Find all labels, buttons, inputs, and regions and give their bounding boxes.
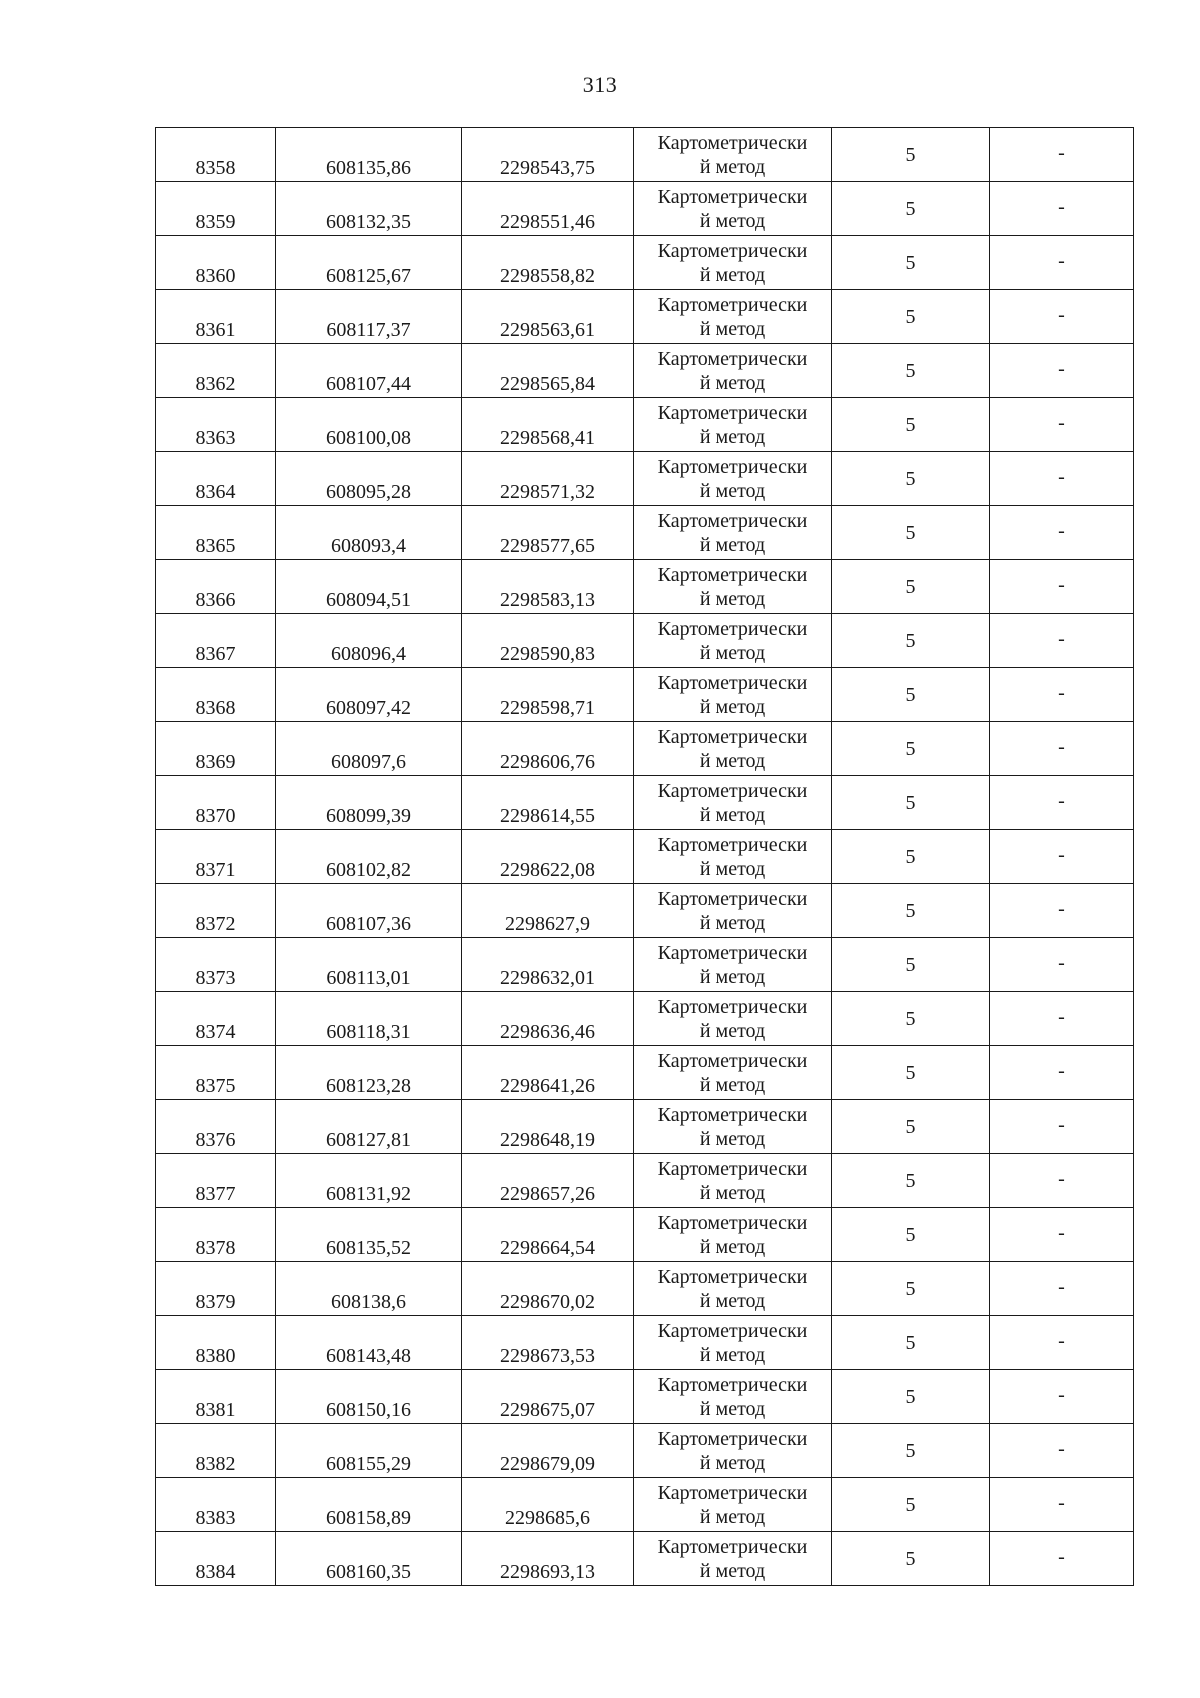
method-cell xyxy=(634,344,832,398)
x-coordinate-cell: 608107,36 xyxy=(276,884,462,938)
point-number-cell: 8365 xyxy=(156,506,276,560)
method-cell xyxy=(634,614,832,668)
table-row xyxy=(156,1100,1134,1154)
table-row xyxy=(156,1046,1134,1100)
method-text-line: Картометрически xyxy=(657,293,808,316)
accuracy-cell: 5 xyxy=(832,1370,990,1424)
method-text-line: й метод xyxy=(699,641,766,664)
method-text-line: й метод xyxy=(699,1073,766,1096)
method-text-line: й метод xyxy=(699,911,766,934)
method-cell xyxy=(634,452,832,506)
table-row xyxy=(156,722,1134,776)
y-coordinate-cell: 2298648,19 xyxy=(462,1100,634,1154)
point-number-cell: 8384 xyxy=(156,1532,276,1586)
method-cell xyxy=(634,1208,832,1262)
method-text-line: Картометрически xyxy=(657,401,808,424)
method-text-line: й метод xyxy=(699,479,766,502)
point-number-cell: 8372 xyxy=(156,884,276,938)
accuracy-cell: 5 xyxy=(832,1478,990,1532)
x-coordinate-cell: 608099,39 xyxy=(276,776,462,830)
method-text-line: й метод xyxy=(699,803,766,826)
table-row xyxy=(156,938,1134,992)
y-coordinate-cell: 2298679,09 xyxy=(462,1424,634,1478)
method-text-line: Картометрически xyxy=(657,1481,808,1504)
method-text-line: Картометрически xyxy=(657,347,808,370)
point-number-cell: 8368 xyxy=(156,668,276,722)
description-cell: - xyxy=(990,1154,1134,1208)
point-number-cell: 8363 xyxy=(156,398,276,452)
method-cell xyxy=(634,938,832,992)
y-coordinate-cell: 2298577,65 xyxy=(462,506,634,560)
point-number-cell: 8362 xyxy=(156,344,276,398)
description-cell: - xyxy=(990,560,1134,614)
method-text-line: й метод xyxy=(699,425,766,448)
y-coordinate-cell: 2298693,13 xyxy=(462,1532,634,1586)
x-coordinate-cell: 608095,28 xyxy=(276,452,462,506)
point-number-cell: 8369 xyxy=(156,722,276,776)
method-text-line: й метод xyxy=(699,263,766,286)
point-number-cell: 8366 xyxy=(156,560,276,614)
x-coordinate-cell: 608093,4 xyxy=(276,506,462,560)
method-cell xyxy=(634,1370,832,1424)
point-number-cell: 8374 xyxy=(156,992,276,1046)
point-number-cell: 8367 xyxy=(156,614,276,668)
y-coordinate-cell: 2298673,53 xyxy=(462,1316,634,1370)
description-cell: - xyxy=(990,452,1134,506)
y-coordinate-cell: 2298551,46 xyxy=(462,182,634,236)
method-text-line: Картометрически xyxy=(657,1373,808,1396)
x-coordinate-cell: 608118,31 xyxy=(276,992,462,1046)
accuracy-cell: 5 xyxy=(832,1262,990,1316)
table-row xyxy=(156,452,1134,506)
method-text-line: Картометрически xyxy=(657,671,808,694)
x-coordinate-cell: 608127,81 xyxy=(276,1100,462,1154)
method-text-line: й метод xyxy=(699,1181,766,1204)
method-text-line: Картометрически xyxy=(657,563,808,586)
table-row xyxy=(156,1532,1134,1586)
method-cell xyxy=(634,506,832,560)
accuracy-cell: 5 xyxy=(832,452,990,506)
point-number-cell: 8359 xyxy=(156,182,276,236)
coordinates-table xyxy=(155,127,1134,1586)
method-text-line: й метод xyxy=(699,1397,766,1420)
accuracy-cell: 5 xyxy=(832,1154,990,1208)
method-text-line: й метод xyxy=(699,1019,766,1042)
point-number-cell: 8370 xyxy=(156,776,276,830)
accuracy-cell: 5 xyxy=(832,560,990,614)
x-coordinate-cell: 608125,67 xyxy=(276,236,462,290)
method-cell xyxy=(634,1154,832,1208)
table-row xyxy=(156,776,1134,830)
y-coordinate-cell: 2298685,6 xyxy=(462,1478,634,1532)
method-cell xyxy=(634,128,832,182)
accuracy-cell: 5 xyxy=(832,668,990,722)
x-coordinate-cell: 608131,92 xyxy=(276,1154,462,1208)
table-row xyxy=(156,1316,1134,1370)
method-text-line: Картометрически xyxy=(657,1427,808,1450)
accuracy-cell: 5 xyxy=(832,290,990,344)
method-text-line: й метод xyxy=(699,965,766,988)
method-text-line: Картометрически xyxy=(657,617,808,640)
table-row xyxy=(156,506,1134,560)
method-text-line: Картометрически xyxy=(657,1157,808,1180)
accuracy-cell: 5 xyxy=(832,182,990,236)
method-text-line: Картометрически xyxy=(657,509,808,532)
method-cell xyxy=(634,668,832,722)
method-text-line: й метод xyxy=(699,155,766,178)
point-number-cell: 8375 xyxy=(156,1046,276,1100)
table-row xyxy=(156,398,1134,452)
table-row xyxy=(156,1262,1134,1316)
x-coordinate-cell: 608143,48 xyxy=(276,1316,462,1370)
y-coordinate-cell: 2298590,83 xyxy=(462,614,634,668)
method-text-line: й метод xyxy=(699,1289,766,1312)
x-coordinate-cell: 608155,29 xyxy=(276,1424,462,1478)
point-number-cell: 8376 xyxy=(156,1100,276,1154)
method-text-line: Картометрически xyxy=(657,1103,808,1126)
y-coordinate-cell: 2298670,02 xyxy=(462,1262,634,1316)
description-cell: - xyxy=(990,1478,1134,1532)
y-coordinate-cell: 2298568,41 xyxy=(462,398,634,452)
description-cell: - xyxy=(990,236,1134,290)
point-number-cell: 8358 xyxy=(156,128,276,182)
method-text-line: Картометрически xyxy=(657,239,808,262)
accuracy-cell: 5 xyxy=(832,1532,990,1586)
description-cell: - xyxy=(990,506,1134,560)
method-text-line: Картометрически xyxy=(657,1319,808,1342)
method-text-line: й метод xyxy=(699,587,766,610)
point-number-cell: 8381 xyxy=(156,1370,276,1424)
method-cell xyxy=(634,1046,832,1100)
method-text-line: Картометрически xyxy=(657,833,808,856)
method-text-line: й метод xyxy=(699,749,766,772)
description-cell: - xyxy=(990,290,1134,344)
y-coordinate-cell: 2298565,84 xyxy=(462,344,634,398)
point-number-cell: 8379 xyxy=(156,1262,276,1316)
x-coordinate-cell: 608107,44 xyxy=(276,344,462,398)
point-number-cell: 8380 xyxy=(156,1316,276,1370)
accuracy-cell: 5 xyxy=(832,938,990,992)
method-cell xyxy=(634,1100,832,1154)
point-number-cell: 8361 xyxy=(156,290,276,344)
method-text-line: й метод xyxy=(699,1127,766,1150)
accuracy-cell: 5 xyxy=(832,1100,990,1154)
method-cell xyxy=(634,776,832,830)
y-coordinate-cell: 2298641,26 xyxy=(462,1046,634,1100)
table-row xyxy=(156,614,1134,668)
method-cell xyxy=(634,1478,832,1532)
method-cell xyxy=(634,398,832,452)
method-text-line: Картометрически xyxy=(657,725,808,748)
description-cell: - xyxy=(990,884,1134,938)
x-coordinate-cell: 608097,42 xyxy=(276,668,462,722)
y-coordinate-cell: 2298614,55 xyxy=(462,776,634,830)
page-number: 313 xyxy=(582,72,618,97)
y-coordinate-cell: 2298657,26 xyxy=(462,1154,634,1208)
method-text-line: Картометрически xyxy=(657,887,808,910)
point-number-cell: 8378 xyxy=(156,1208,276,1262)
x-coordinate-cell: 608113,01 xyxy=(276,938,462,992)
table-row xyxy=(156,128,1134,182)
method-cell xyxy=(634,830,832,884)
accuracy-cell: 5 xyxy=(832,992,990,1046)
accuracy-cell: 5 xyxy=(832,128,990,182)
method-cell xyxy=(634,722,832,776)
table-row xyxy=(156,560,1134,614)
description-cell: - xyxy=(990,1424,1134,1478)
description-cell: - xyxy=(990,776,1134,830)
method-cell xyxy=(634,290,832,344)
table-row xyxy=(156,1424,1134,1478)
description-cell: - xyxy=(990,1370,1134,1424)
description-cell: - xyxy=(990,668,1134,722)
table-row xyxy=(156,290,1134,344)
method-cell xyxy=(634,1532,832,1586)
x-coordinate-cell: 608102,82 xyxy=(276,830,462,884)
x-coordinate-cell: 608117,37 xyxy=(276,290,462,344)
y-coordinate-cell: 2298571,32 xyxy=(462,452,634,506)
method-text-line: Картометрически xyxy=(657,1049,808,1072)
table-row xyxy=(156,884,1134,938)
y-coordinate-cell: 2298543,75 xyxy=(462,128,634,182)
table-row xyxy=(156,236,1134,290)
accuracy-cell: 5 xyxy=(832,722,990,776)
point-number-cell: 8373 xyxy=(156,938,276,992)
description-cell: - xyxy=(990,830,1134,884)
method-text-line: Картометрически xyxy=(657,185,808,208)
method-text-line: й метод xyxy=(699,1343,766,1366)
x-coordinate-cell: 608132,35 xyxy=(276,182,462,236)
x-coordinate-cell: 608150,16 xyxy=(276,1370,462,1424)
method-cell xyxy=(634,236,832,290)
description-cell: - xyxy=(990,992,1134,1046)
point-number-cell: 8382 xyxy=(156,1424,276,1478)
table-row xyxy=(156,1208,1134,1262)
accuracy-cell: 5 xyxy=(832,776,990,830)
method-text-line: Картометрически xyxy=(657,779,808,802)
accuracy-cell: 5 xyxy=(832,830,990,884)
method-text-line: й метод xyxy=(699,371,766,394)
description-cell: - xyxy=(990,1046,1134,1100)
y-coordinate-cell: 2298632,01 xyxy=(462,938,634,992)
method-text-line: Картометрически xyxy=(657,995,808,1018)
method-cell xyxy=(634,182,832,236)
accuracy-cell: 5 xyxy=(832,398,990,452)
x-coordinate-cell: 608096,4 xyxy=(276,614,462,668)
accuracy-cell: 5 xyxy=(832,236,990,290)
table-row xyxy=(156,992,1134,1046)
description-cell: - xyxy=(990,938,1134,992)
description-cell: - xyxy=(990,614,1134,668)
accuracy-cell: 5 xyxy=(832,884,990,938)
table-row xyxy=(156,668,1134,722)
method-text-line: й метод xyxy=(699,1451,766,1474)
method-text-line: й метод xyxy=(699,317,766,340)
y-coordinate-cell: 2298558,82 xyxy=(462,236,634,290)
point-number-cell: 8371 xyxy=(156,830,276,884)
x-coordinate-cell: 608097,6 xyxy=(276,722,462,776)
table-row xyxy=(156,344,1134,398)
point-number-cell: 8364 xyxy=(156,452,276,506)
description-cell: - xyxy=(990,722,1134,776)
method-cell xyxy=(634,992,832,1046)
method-text-line: й метод xyxy=(699,857,766,880)
description-cell: - xyxy=(990,1208,1134,1262)
method-text-line: й метод xyxy=(699,695,766,718)
description-cell: - xyxy=(990,1100,1134,1154)
description-cell: - xyxy=(990,344,1134,398)
accuracy-cell: 5 xyxy=(832,614,990,668)
method-text-line: й метод xyxy=(699,1505,766,1528)
method-text-line: й метод xyxy=(699,1235,766,1258)
x-coordinate-cell: 608138,6 xyxy=(276,1262,462,1316)
method-text-line: й метод xyxy=(699,209,766,232)
method-text-line: Картометрически xyxy=(657,131,808,154)
description-cell: - xyxy=(990,182,1134,236)
point-number-cell: 8383 xyxy=(156,1478,276,1532)
x-coordinate-cell: 608160,35 xyxy=(276,1532,462,1586)
description-cell: - xyxy=(990,128,1134,182)
table-row xyxy=(156,830,1134,884)
method-text-line: Картометрически xyxy=(657,1535,808,1558)
coordinates-table-body xyxy=(156,128,1134,1586)
method-text-line: й метод xyxy=(699,533,766,556)
method-text-line: й метод xyxy=(699,1559,766,1582)
y-coordinate-cell: 2298664,54 xyxy=(462,1208,634,1262)
table-row xyxy=(156,1154,1134,1208)
description-cell: - xyxy=(990,1532,1134,1586)
accuracy-cell: 5 xyxy=(832,506,990,560)
table-row xyxy=(156,1478,1134,1532)
x-coordinate-cell: 608135,86 xyxy=(276,128,462,182)
accuracy-cell: 5 xyxy=(832,1208,990,1262)
method-text-line: Картометрически xyxy=(657,1265,808,1288)
y-coordinate-cell: 2298598,71 xyxy=(462,668,634,722)
table-row xyxy=(156,182,1134,236)
method-cell xyxy=(634,1262,832,1316)
y-coordinate-cell: 2298622,08 xyxy=(462,830,634,884)
y-coordinate-cell: 2298583,13 xyxy=(462,560,634,614)
x-coordinate-cell: 608100,08 xyxy=(276,398,462,452)
accuracy-cell: 5 xyxy=(832,1316,990,1370)
point-number-cell: 8360 xyxy=(156,236,276,290)
description-cell: - xyxy=(990,1316,1134,1370)
description-cell: - xyxy=(990,398,1134,452)
method-cell xyxy=(634,1316,832,1370)
x-coordinate-cell: 608123,28 xyxy=(276,1046,462,1100)
y-coordinate-cell: 2298563,61 xyxy=(462,290,634,344)
x-coordinate-cell: 608158,89 xyxy=(276,1478,462,1532)
method-text-line: Картометрически xyxy=(657,941,808,964)
method-cell xyxy=(634,560,832,614)
method-text-line: Картометрически xyxy=(657,455,808,478)
accuracy-cell: 5 xyxy=(832,1046,990,1100)
description-cell: - xyxy=(990,1262,1134,1316)
table-row xyxy=(156,1370,1134,1424)
method-cell xyxy=(634,884,832,938)
y-coordinate-cell: 2298606,76 xyxy=(462,722,634,776)
y-coordinate-cell: 2298636,46 xyxy=(462,992,634,1046)
accuracy-cell: 5 xyxy=(832,1424,990,1478)
y-coordinate-cell: 2298675,07 xyxy=(462,1370,634,1424)
method-cell xyxy=(634,1424,832,1478)
accuracy-cell: 5 xyxy=(832,344,990,398)
point-number-cell: 8377 xyxy=(156,1154,276,1208)
y-coordinate-cell: 2298627,9 xyxy=(462,884,634,938)
x-coordinate-cell: 608094,51 xyxy=(276,560,462,614)
method-text-line: Картометрически xyxy=(657,1211,808,1234)
x-coordinate-cell: 608135,52 xyxy=(276,1208,462,1262)
